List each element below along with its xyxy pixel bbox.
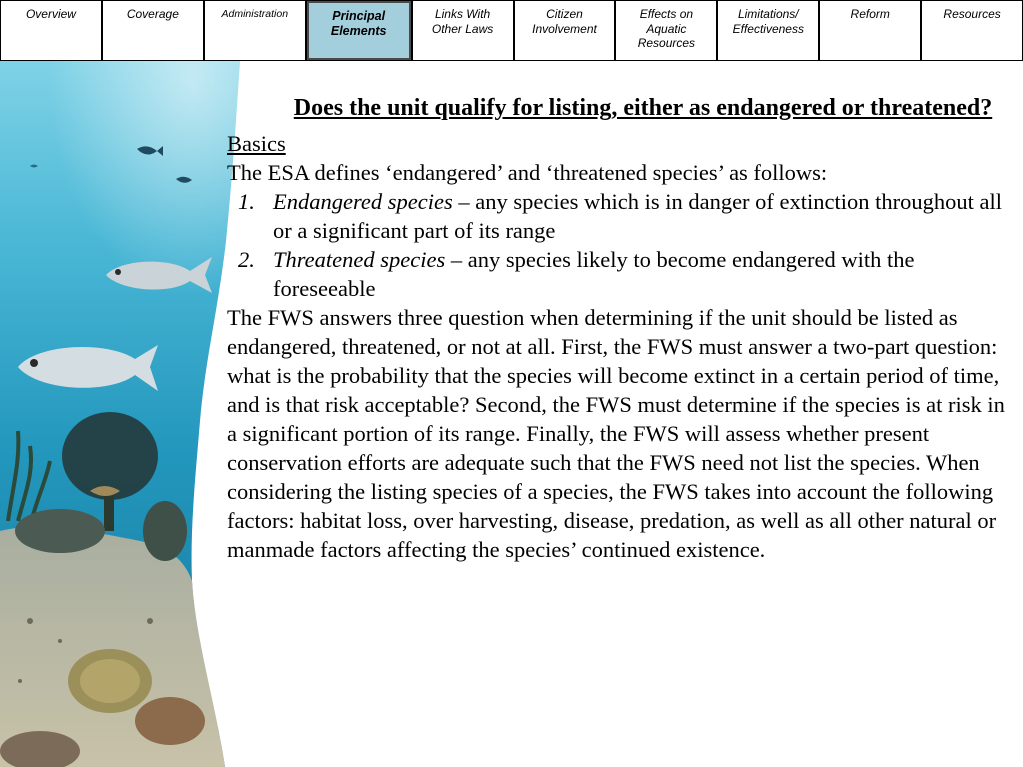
basics-heading: Basics: [227, 131, 286, 156]
tab-limitations-effectiveness[interactable]: Limitations/ Effectiveness: [718, 1, 818, 60]
definition-list: [227, 187, 1019, 303]
tab-reform[interactable]: Reform: [820, 1, 920, 60]
definition-text: – any species which is in danger of extinction throughout all or a significant part of its range: [273, 189, 1003, 243]
tab-administration[interactable]: Administration: [205, 1, 305, 60]
list-item: [238, 245, 1019, 303]
tab-resources[interactable]: Resources: [922, 1, 1022, 60]
definition-term: Endangered species: [273, 189, 453, 214]
underwater-scene-image: [0, 61, 245, 767]
tab-links-with-other-laws[interactable]: Links With Other Laws: [413, 1, 513, 60]
tab-overview[interactable]: Overview: [1, 1, 101, 60]
definition-term: Threatened species: [273, 247, 446, 272]
main-content: [227, 92, 1019, 564]
list-item: [238, 187, 1019, 245]
list-number: 1.: [238, 189, 255, 214]
page-title: Does the unit qualify for listing, either as endangered or threatened?: [293, 95, 993, 121]
list-number: 2.: [238, 247, 255, 272]
definition-text: – any species likely to become endangered with the foreseeable: [273, 247, 915, 301]
intro-text: The ESA defines ‘endangered’ and ‘threatened species’ as follows:: [227, 160, 828, 185]
body-paragraph: The FWS answers three question when determining if the unit should be listed as endangered, threatened, or not at all. First, the FWS must answer a two-part question: what is the probability that the species will become extinct in a certain period of time, and is that risk acceptable? Second, the FWS must determine if the species is at risk in a significant portion of its range. Finally, the FWS will assess whether present conservation efforts are adequate such that the FWS need not list the species. When considering the listing species of a species, the FWS takes into account the following factors: habitat loss, over harvesting, disease, predation, as well as all other natural or manmade factors affecting the species’ continued existence.: [227, 305, 1005, 562]
tab-coverage[interactable]: Coverage: [103, 1, 203, 60]
top-navigation: [0, 0, 1023, 61]
tab-citizen-involvement[interactable]: Citizen Involvement: [515, 1, 615, 60]
tab-principal-elements[interactable]: Principal Elements: [307, 1, 411, 60]
tab-effects-on-aquatic-resources[interactable]: Effects on Aquatic Resources: [616, 1, 716, 60]
